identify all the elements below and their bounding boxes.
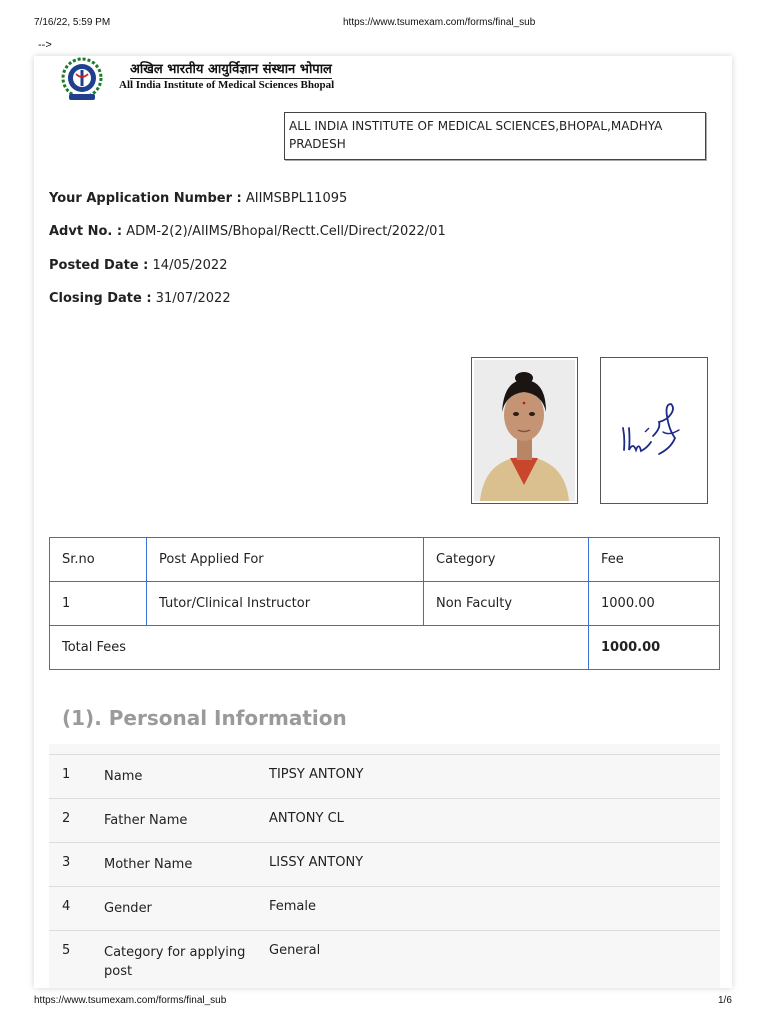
row-number: 3 [62, 855, 71, 870]
closing-date [49, 291, 231, 306]
section-title-personal-information: (1). Personal Information [62, 706, 347, 730]
closing-date-label: Closing Date : [49, 291, 152, 306]
row-value: General [269, 943, 321, 958]
fee-cell-category: Non Faculty [424, 582, 589, 626]
application-number-value: AIIMSBPL11095 [245, 191, 348, 206]
list-item [49, 930, 720, 989]
posted-date-value: 14/05/2022 [152, 258, 228, 273]
institute-address-box: ALL INDIA INSTITUTE OF MEDICAL SCIENCES,BHOPAL,MADHYA PRADESH [284, 112, 706, 160]
row-value: LISSY ANTONY [269, 855, 364, 870]
application-form-page [34, 56, 732, 988]
institute-hindi-name: अखिल भारतीय आयुर्विज्ञान संस्थान भोपाल [130, 59, 332, 79]
advt-number [49, 224, 446, 239]
print-page-number: 1/6 [718, 995, 732, 1006]
print-datetime: 7/16/22, 5:59 PM [34, 17, 111, 28]
application-number [49, 191, 347, 206]
aiims-logo-icon [52, 56, 112, 104]
row-number: 4 [62, 899, 71, 914]
posted-date-label: Posted Date : [49, 258, 149, 273]
fee-header-srno: Sr.no [50, 538, 147, 582]
row-number: 1 [62, 767, 71, 782]
fee-cell-fee: 1000.00 [589, 582, 720, 626]
print-url: https://www.tsumexam.com/forms/final_sub [343, 17, 536, 28]
fee-header-post: Post Applied For [147, 538, 424, 582]
table-row [50, 582, 720, 626]
row-label: Gender [104, 901, 152, 916]
print-footer-url: https://www.tsumexam.com/forms/final_sub [34, 995, 227, 1006]
row-label: Name [104, 769, 143, 784]
personal-information-list [49, 744, 720, 988]
institute-english-name: All India Institute of Medical Sciences Bhopal [119, 79, 335, 91]
signature-image [601, 358, 707, 503]
closing-date-value: 31/07/2022 [155, 291, 231, 306]
applicant-signature [600, 357, 708, 504]
stray-comment-text: --> [38, 39, 52, 51]
list-item [49, 886, 720, 930]
row-label: Category for applying post [104, 945, 246, 979]
row-label: Mother Name [104, 857, 193, 872]
list-item [49, 842, 720, 886]
fee-table-header-row [50, 538, 720, 582]
row-number: 5 [62, 943, 71, 958]
fee-total-label: Total Fees [50, 626, 589, 670]
fee-cell-srno: 1 [50, 582, 147, 626]
row-value: Female [269, 899, 317, 914]
applicant-photo-image [474, 360, 575, 501]
fee-total-value: 1000.00 [589, 626, 720, 670]
list-item [49, 798, 720, 842]
application-number-label: Your Application Number : [49, 191, 242, 206]
fee-cell-post: Tutor/Clinical Instructor [147, 582, 424, 626]
row-value: ANTONY CL [269, 811, 344, 826]
row-label: Father Name [104, 813, 188, 828]
list-item [49, 754, 720, 798]
fee-header-fee: Fee [589, 538, 720, 582]
row-value: TIPSY ANTONY [269, 767, 364, 782]
advt-number-value: ADM-2(2)/AIIMS/Bhopal/Rectt.Cell/Direct/2022/01 [126, 224, 446, 239]
fee-header-category: Category [424, 538, 589, 582]
applicant-photo [471, 357, 578, 504]
row-number: 2 [62, 811, 71, 826]
posted-date [49, 258, 227, 273]
advt-number-label: Advt No. : [49, 224, 123, 239]
fee-table [49, 537, 720, 670]
fee-total-row [50, 626, 720, 670]
